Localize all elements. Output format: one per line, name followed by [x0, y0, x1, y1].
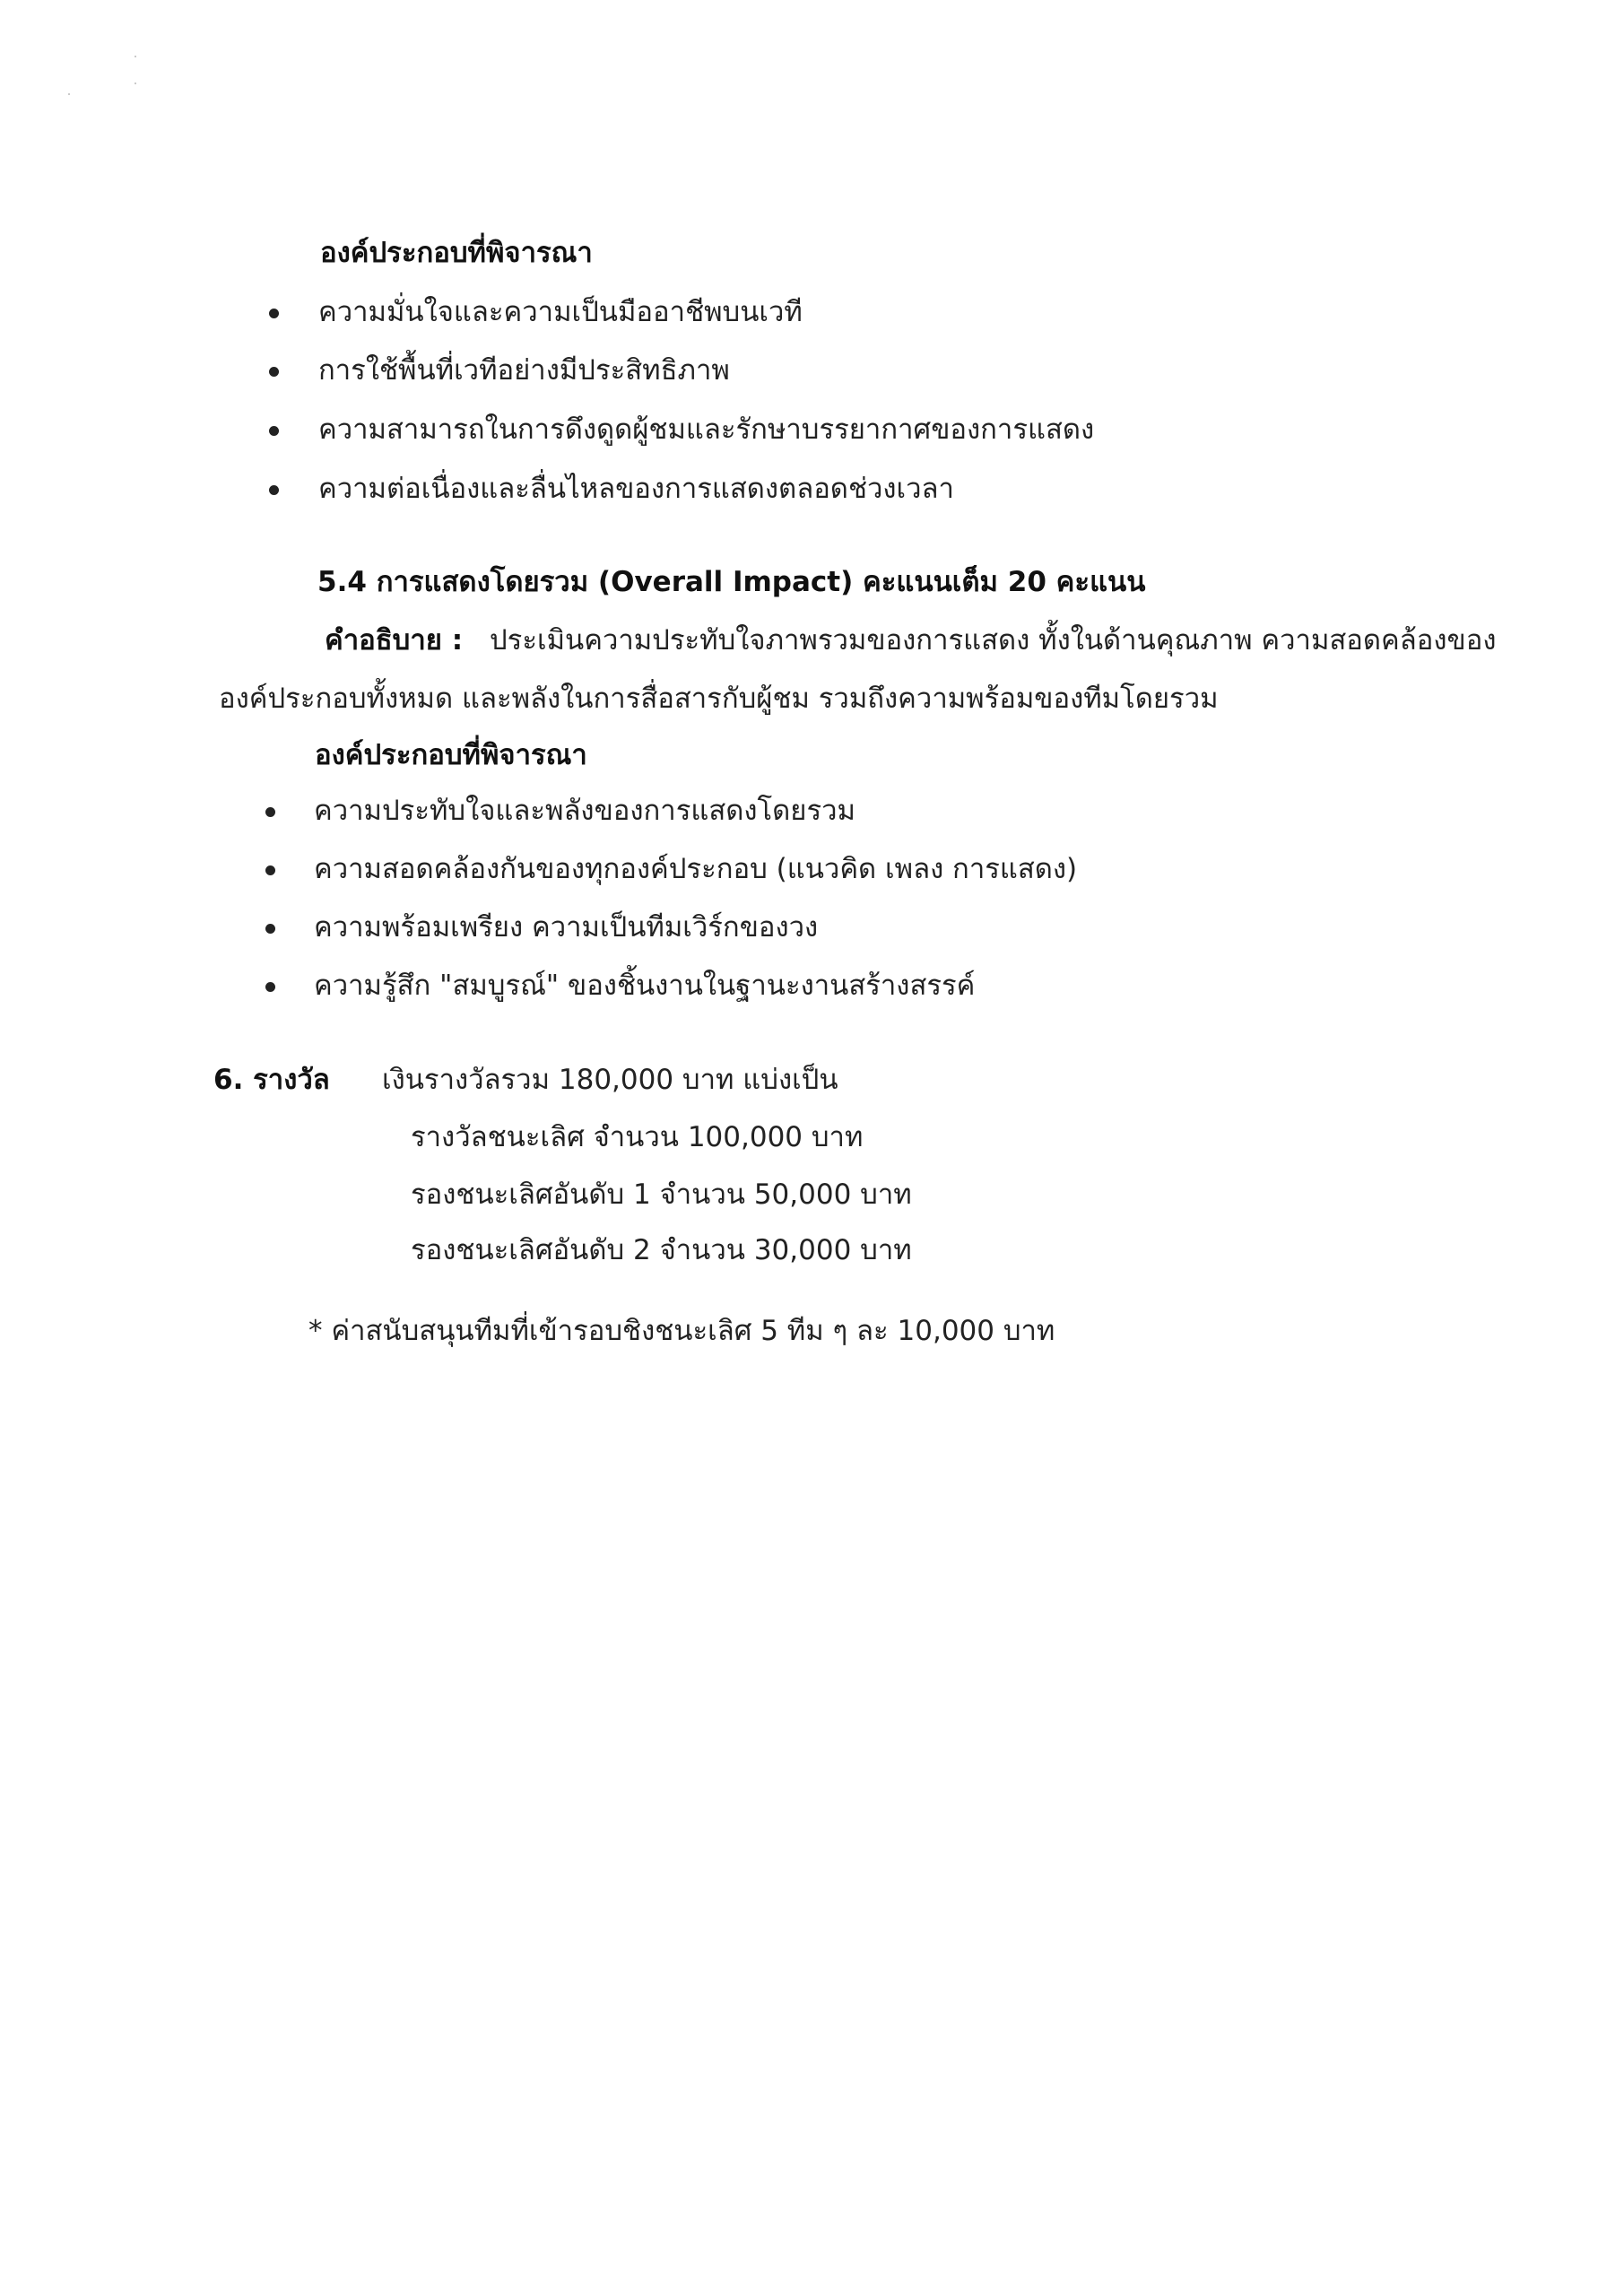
description-text: องค์ประกอบทั้งหมด และพลังในการสื่อสารกับผู้ชม รวมถึงความพร้อมของทีมโดยรวม: [219, 683, 1219, 715]
criteria-heading: องค์ประกอบที่พิจารณา: [315, 739, 587, 771]
section-title: 5.4 การแสดงโดยรวม (Overall Impact) คะแนนเต็ม 20 คะแนน: [317, 566, 1146, 598]
criteria-item: ความสอดคล้องกันของทุกองค์ประกอบ (แนวคิด เพลง การแสดง): [314, 853, 1078, 885]
bullet-dot: [265, 865, 275, 875]
section-label: 6. รางวัล: [213, 1064, 330, 1096]
criteria-item: ความประทับใจและพลังของการแสดงโดยรวม: [314, 795, 855, 827]
bullet-dot: [265, 807, 275, 817]
bullet-dot: [269, 309, 279, 318]
scan-speck: [135, 56, 136, 57]
bullet-dot: [269, 367, 279, 377]
prize-note: * ค่าสนับสนุนทีมที่เข้ารอบชิงชนะเลิศ 5 ทีม ๆ ละ 10,000 บาท: [308, 1315, 1055, 1347]
prize-item: รางวัลชนะเลิศ จำนวน 100,000 บาท: [411, 1121, 864, 1153]
scan-speck: [135, 83, 136, 84]
criteria-item: ความสามารถในการดึงดูดผู้ชมและรักษาบรรยากาศของการแสดง: [318, 413, 1095, 446]
bullet-dot: [269, 426, 279, 436]
criteria-item: ความมั่นใจและความเป็นมืออาชีพบนเวที: [318, 296, 803, 328]
description-label: คำอธิบาย :: [325, 624, 464, 657]
prize-item: รองชนะเลิศอันดับ 2 จำนวน 30,000 บาท: [411, 1234, 912, 1266]
prize-total: เงินรางวัลรวม 180,000 บาท แบ่งเป็น: [382, 1064, 838, 1096]
bullet-dot: [265, 982, 275, 992]
criteria-item: ความพร้อมเพรียง ความเป็นทีมเวิร์กของวง: [314, 911, 819, 944]
prize-item: รองชนะเลิศอันดับ 1 จำนวน 50,000 บาท: [411, 1178, 912, 1211]
bullet-dot: [265, 924, 275, 934]
criteria-item: การใช้พื้นที่เวทีอย่างมีประสิทธิภาพ: [318, 354, 730, 387]
bullet-dot: [269, 485, 279, 495]
description-text: ประเมินความประทับใจภาพรวมของการแสดง ทั้งในด้านคุณภาพ ความสอดคล้องของ: [490, 624, 1497, 657]
criteria-item: ความรู้สึก "สมบูรณ์" ของชิ้นงานในฐานะงานสร้างสรรค์: [314, 970, 976, 1002]
scan-speck: [68, 93, 70, 95]
criteria-heading: องค์ประกอบที่พิจารณา: [320, 237, 593, 269]
criteria-item: ความต่อเนื่องและลื่นไหลของการแสดงตลอดช่วงเวลา: [318, 473, 954, 505]
